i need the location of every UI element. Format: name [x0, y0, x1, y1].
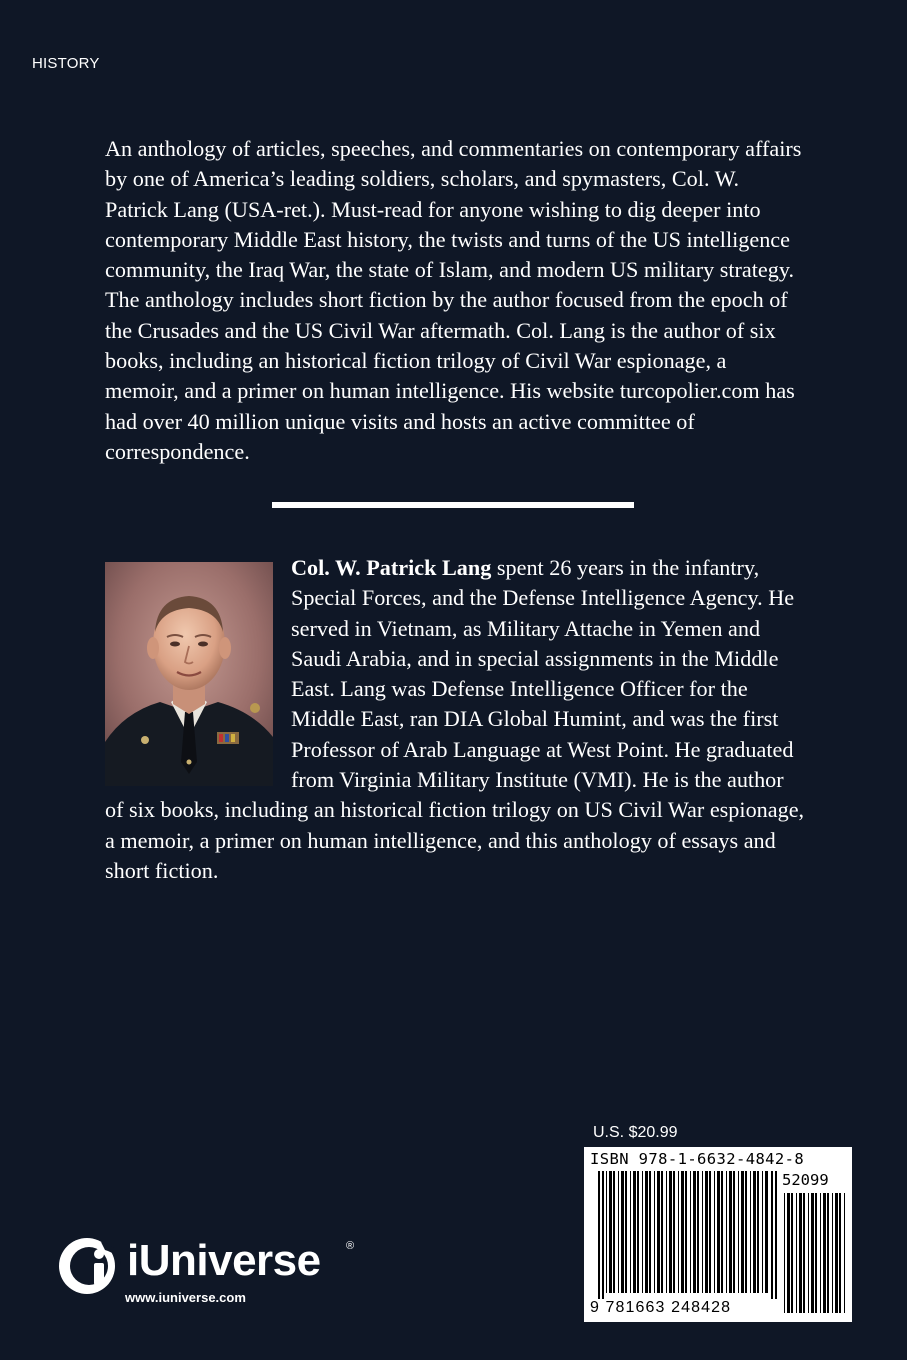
section-divider — [272, 502, 634, 508]
author-name: Col. W. Patrick Lang — [291, 555, 492, 580]
price-addon-code: 52099 — [782, 1171, 829, 1189]
publisher-logo — [55, 1232, 365, 1312]
isbn-number: ISBN 978-1-6632-4842-8 — [590, 1150, 805, 1168]
author-bio — [105, 553, 805, 886]
price-label: U.S. $20.99 — [593, 1124, 678, 1141]
author-bio-text: spent 26 years in the infantry, Special Forces, and the Defense Intelligence Agency. He served in Vietnam, as Military Attache in Yemen and Saudi Arabia, and in special assignments in the Middle East. Lang was Defense Intelligence Officer for the Middle East, ran DIA Global Humint, and was the first Professor of Arab Language at West Point. He graduated from Virginia Military Institute (VMI). He is the author of six books, including an historical fiction trilogy on US Civil War espionage, a memoir, a primer on human intelligence, and this anthology of essays and short fiction. — [105, 555, 805, 883]
book-description: An anthology of articles, speeches, and commentaries on contemporary affairs by one of America’s leading soldiers, scholars, and spymasters, Col. W. Patrick Lang (USA-ret.). Must-read for anyone wishing to dig deeper into contemporary Middle East history, the twists and turns of the US intelligence community, the Iraq War, the state of Islam, and modern US military strategy. The anthology includes short fiction by the author focused from the epoch of the Crusades and the US Civil War aftermath. Col. Lang is the author of six books, including an historical fiction trilogy of Civil War espionage, a memoir, and a primer on human intelligence. His website turcopolier.com has had over 40 million unique visits and hosts an active committee of correspondence. — [105, 136, 802, 464]
iuniverse-swirl-icon — [55, 1232, 127, 1296]
publisher-name: iUniverse — [127, 1236, 321, 1285]
category-label: HISTORY — [32, 55, 100, 72]
registered-mark: ® — [346, 1240, 355, 1252]
isbn-barcode — [584, 1147, 852, 1322]
barcode-digits: 9 781663 248428 — [590, 1299, 732, 1316]
publisher-url: www.iuniverse.com — [125, 1290, 246, 1305]
